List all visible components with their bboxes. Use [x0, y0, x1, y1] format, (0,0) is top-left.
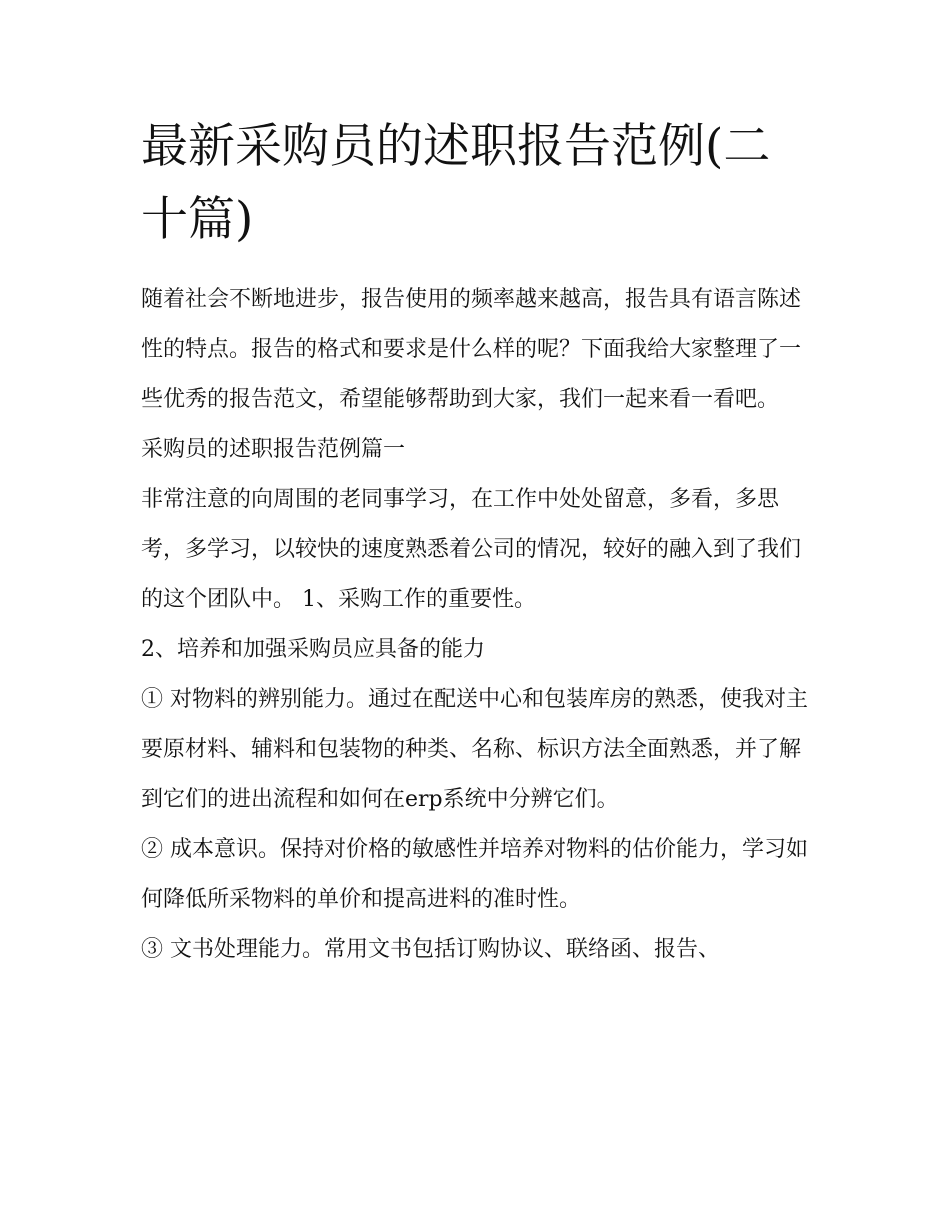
document-body — [141, 275, 813, 975]
document-content — [141, 110, 813, 975]
list-item-2: ② 成本意识。保持对价格的敏感性并培养对物料的估价能力，学习如何降低所采物料的单价和提高进料的准时性。 — [141, 837, 808, 912]
body-paragraph: 非常注意的向周围的老同事学习，在工作中处处留意，多看，多思考，多学习，以较快的速度熟悉着公司的情况，较好的融入到了我们的这个团队中。 1、采购工作的重要性。 — [141, 487, 802, 612]
document-title: 最新采购员的述职报告范例(二十篇) — [141, 119, 771, 247]
section-heading: 采购员的述职报告范例篇一 — [141, 437, 406, 462]
intro-paragraph: 随着社会不断地进步，报告使用的频率越来越高，报告具有语言陈述性的特点。报告的格式和要求是什么样的呢？下面我给大家整理了一些优秀的报告范文，希望能够帮助到大家，我们一起来看一看吧。 — [141, 287, 802, 412]
list-item-3: ③ 文书处理能力。常用文书包括订购协议、联络函、报告、 — [141, 937, 720, 962]
subheading-paragraph: 2、培养和加强采购员应具备的能力 — [141, 637, 485, 662]
list-item-1: ① 对物料的辨别能力。通过在配送中心和包装库房的熟悉，使我对主要原材料、辅料和包装物的种类、名称、标识方法全面熟悉，并了解到它们的进出流程和如何在erp系统中分辨它们。 — [141, 687, 808, 812]
